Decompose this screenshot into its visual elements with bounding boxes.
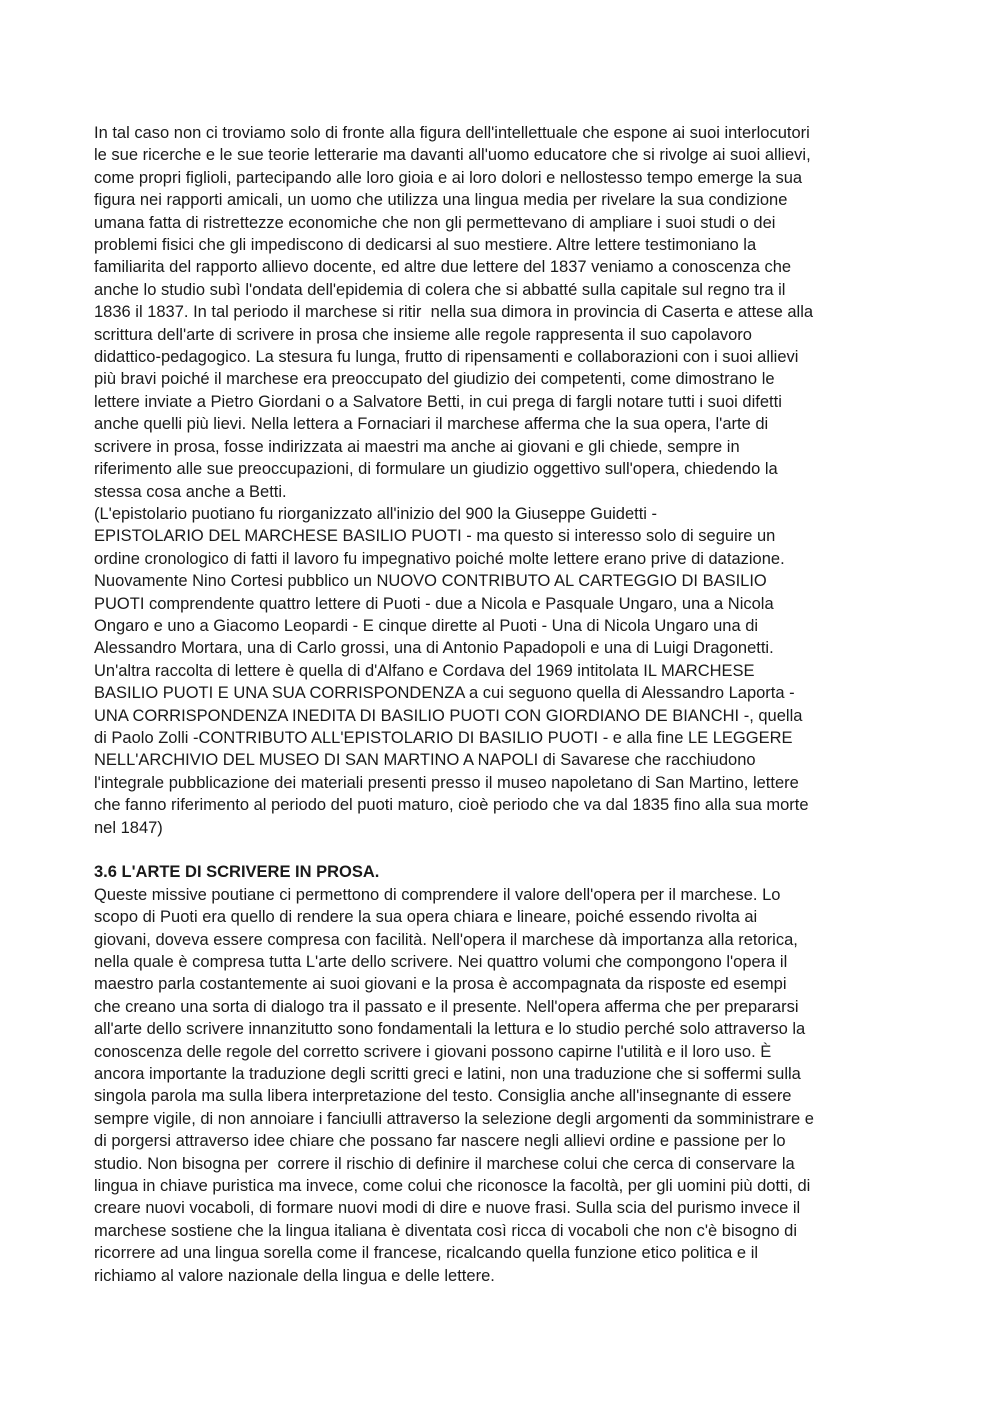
text-line: stessa cosa anche a Betti. — [94, 482, 287, 501]
text-line: anche lo studio subì l'ondata dell'epidemia di colera che si abbatté sulla capitale sul regno tra il — [94, 280, 786, 299]
text-line: NELL'ARCHIVIO DEL MUSEO DI SAN MARTINO A NAPOLI di Savarese che racchiudono — [94, 751, 756, 770]
text-line: studio. Non bisogna per correre il rischio di definire il marchese colui che cerca di conservare la — [94, 1154, 795, 1173]
text-line: ordine cronologico di fatti il lavoro fu impegnativo poiché molte lettere erano prive di datazione. — [94, 549, 785, 568]
text-line: l'integrale pubblicazione dei materiali presenti presso il museo napoletano di San Martino, lettere — [94, 773, 799, 792]
text-line: nella quale è compresa tutta L'arte dello scrivere. Nei quattro volumi che compongono l'opera il — [94, 953, 788, 972]
text-line: marchese sostiene che la lingua italiana è diventata così ricca di vocaboli che non c'è bisogno di — [94, 1221, 797, 1240]
text-line: didattico-pedagogico. La stesura fu lunga, frutto di ripensamenti e collaborazioni con i suoi allievi — [94, 348, 799, 367]
text-line: In tal caso non ci troviamo solo di fronte alla figura dell'intellettuale che espone ai suoi interlocutori — [94, 124, 810, 142]
text-line: sempre vigile, di non annoiare i fanciulli attraverso la selezione degli argomenti da somministrare e — [94, 1109, 814, 1128]
text-line: scrivere in prosa, fosse indirizzata ai maestri ma anche ai giovani e gli chiede, sempre in — [94, 437, 740, 456]
text-line: nel 1847) — [94, 818, 163, 837]
text-line: UNA CORRISPONDENZA INEDITA DI BASILIO PUOTI CON GIORDIANO DE BIANCHI -, quella — [94, 706, 803, 725]
text-line: riferimento alle sue preoccupazioni, di formulare un giudizio oggettivo sull'opera, chiedendo la — [94, 460, 778, 479]
text-line: richiamo al valore nazionale della lingua e delle lettere. — [94, 1266, 495, 1285]
text-line: che fanno riferimento al periodo del puoti maturo, cioè periodo che va dal 1835 fino alla sua morte — [94, 796, 809, 815]
text-line: di Paolo Zolli -CONTRIBUTO ALL'EPISTOLARIO DI BASILIO PUOTI - e alla fine LE LEGGERE — [94, 728, 793, 747]
text-line: come propri figlioli, partecipando alle loro gioia e ai loro dolori e nellostesso tempo emerge la sua — [94, 168, 803, 187]
text-line: di porgersi attraverso idee chiare che possano far nascere negli allievi ordine e passione per lo — [94, 1132, 786, 1151]
text-line: anche quelli più lievi. Nella lettera a Fornaciari il marchese afferma che la sua opera, l'arte di — [94, 415, 769, 434]
text-line: Ongaro e uno a Giacomo Leopardi - E cinque dirette al Puoti - Una di Nicola Ungaro una di — [94, 616, 759, 635]
text-line: Nuovamente Nino Cortesi pubblico un NUOVO CONTRIBUTO AL CARTEGGIO DI BASILIO — [94, 572, 767, 591]
text-line: EPISTOLARIO DEL MARCHESE BASILIO PUOTI - ma questo si interesso solo di seguire un — [94, 527, 776, 546]
text-line: Alessandro Mortara, una di Carlo grossi, una di Antonio Papadopoli e una di Luigi Dragonetti. — [94, 639, 774, 658]
text-line: le sue ricerche e le sue teorie letterarie ma davanti all'uomo educatore che si rivolge ai suoi allievi, — [94, 146, 811, 165]
paragraph-intro — [94, 122, 906, 503]
text-line: creare nuovi vocaboli, di formare nuovi modi di dire e nuove frasi. Sulla scia del purismo invece il — [94, 1199, 801, 1218]
document-page — [94, 122, 906, 1287]
text-line: scrittura dell'arte di scrivere in prosa che insieme alle regole rappresenta il suo capolavoro — [94, 325, 752, 344]
text-line: conoscenza delle regole del corretto scrivere i giovani possono capirne l'utilità e il loro uso. È — [94, 1042, 772, 1061]
text-line: giovani, doveva essere compresa con facilità. Nell'opera il marchese dà importanza alla retorica, — [94, 930, 798, 949]
text-line: lingua in chiave puristica ma invece, come colui che riconosce la facoltà, per gli uomini più dotti, di — [94, 1177, 811, 1196]
section-body — [94, 884, 906, 1287]
text-line: ancora importante la traduzione degli scritti greci e latini, non una traduzione che si soffermi sulla — [94, 1065, 801, 1084]
blank-line — [94, 839, 906, 861]
section-heading: 3.6 L'ARTE DI SCRIVERE IN PROSA. — [94, 863, 380, 882]
text-line: umana fatta di ristrettezze economiche che non gli permettevano di ampliare i suoi studi o dei — [94, 213, 776, 232]
text-line: Queste missive poutiane ci permettono di comprendere il valore dell'opera per il marchese. Lo — [94, 885, 781, 904]
text-line: lettere inviate a Pietro Giordani o a Salvatore Betti, in cui prega di fargli notare tutti i suoi difetti — [94, 392, 782, 411]
paragraph-epistolario — [94, 503, 906, 839]
text-line: (L'epistolario puotiano fu riorganizzato all'inizio del 900 la Giuseppe Guidetti - — [94, 504, 658, 523]
text-line: Un'altra raccolta di lettere è quella di d'Alfano e Cordava del 1969 intitolata IL MARCHESE — [94, 661, 755, 680]
text-line: familiarita del rapporto allievo docente, ed altre due lettere del 1837 veniamo a conoscenza che — [94, 258, 792, 277]
text-line: all'arte dello scrivere innanzitutto sono fondamentali la lettura e lo studio perché solo attraverso la — [94, 1020, 806, 1039]
text-line: BASILIO PUOTI E UNA SUA CORRISPONDENZA a cui seguono quella di Alessandro Laporta - — [94, 684, 795, 703]
text-line: PUOTI comprendente quattro lettere di Puoti - due a Nicola e Pasquale Ungaro, una a Nicola — [94, 594, 774, 613]
text-line: più bravi poiché il marchese era preoccupato del giudizio dei competenti, come dimostrano le — [94, 370, 775, 389]
text-line: figura nei rapporti amicali, un uomo che utilizza una lingua media per rivelare la sua condizione — [94, 191, 788, 210]
text-line: che creano una sorta di dialogo tra il passato e il presente. Nell'opera afferma che per prepararsi — [94, 997, 799, 1016]
text-line: ricorrere ad una lingua sorella come il francese, ricalcando quella funzione etico politica e il — [94, 1244, 759, 1263]
text-line: singola parola ma sulla libera interpretazione del testo. Consiglia anche all'insegnante di essere — [94, 1087, 792, 1106]
text-line: problemi fisici che gli impediscono di dedicarsi al suo mestiere. Altre lettere testimoniano la — [94, 236, 757, 255]
text-line: maestro parla costantemente ai suoi giovani e la prosa è accompagnata da risposte ed esempi — [94, 975, 787, 994]
text-line: 1836 il 1837. In tal periodo il marchese si ritir nella sua dimora in provincia di Caserta e attese alla — [94, 303, 814, 322]
text-line: scopo di Puoti era quello di rendere la sua opera chiara e lineare, poiché essendo rivolta ai — [94, 908, 758, 927]
